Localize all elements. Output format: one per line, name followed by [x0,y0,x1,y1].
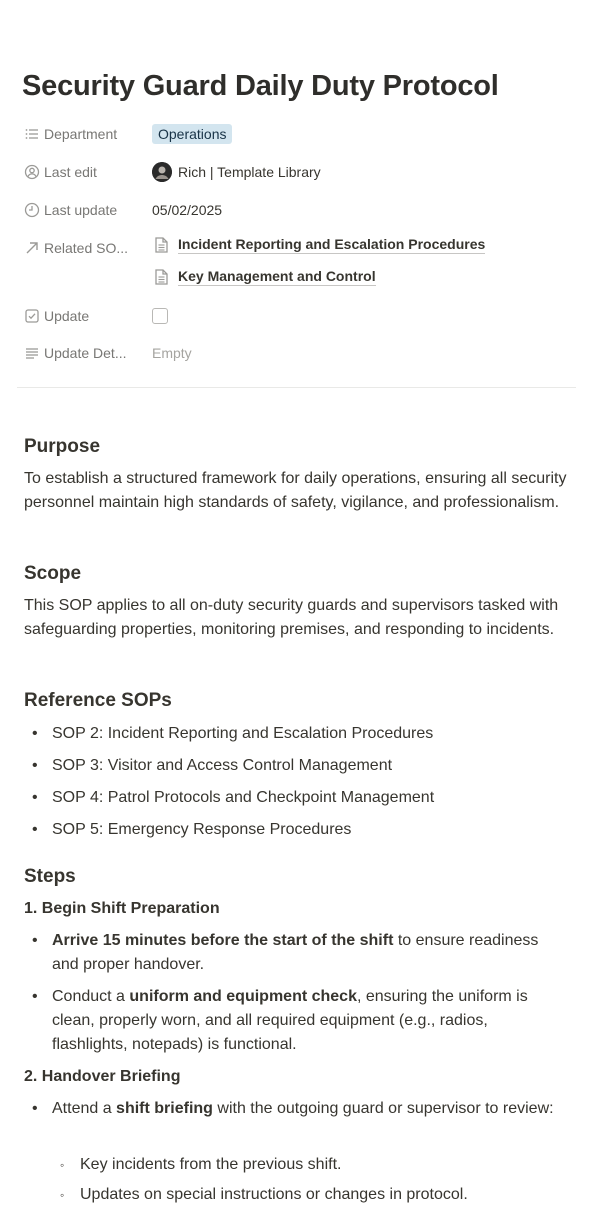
update-details-label: Update Det... [44,345,127,361]
last-edit-user[interactable]: Rich | Template Library [178,164,321,180]
property-update[interactable] [24,304,168,328]
property-department[interactable] [24,122,232,146]
step-title: 2. Handover Briefing [24,1068,181,1085]
update-checkbox[interactable] [152,308,168,324]
list-item: • Attend a shift briefing with the outgoing guard or supervisor to review: [32,1100,554,1117]
list-item: ◦ Key incidents from the previous shift. [60,1156,342,1173]
department-tag[interactable]: Operations [152,124,232,144]
purpose-text: To establish a structured framework for daily operations, ensuring all security personnel maintain high standards of safety, vigilance, and professionalism. [24,470,567,511]
section-heading-reference: Reference SOPs [24,690,172,711]
divider [17,387,576,388]
text-lines-icon [24,345,40,361]
property-last-edit[interactable] [24,160,321,184]
list-item: • Arrive 15 minutes before the start of the shift to ensure readiness and proper handover. [32,932,539,973]
clock-icon [24,202,40,218]
list-item: ◦ Updates on special instructions or changes in protocol. [60,1186,468,1203]
list-item: • Conduct a uniform and equipment check, ensuring the uniform is clean, properly worn, and all required equipment (e.g., radios, flashlights, notepads) is functional. [32,988,528,1053]
section-heading-steps: Steps [24,866,76,887]
last-update-value: 05/02/2025 [152,202,223,218]
list-item: • SOP 2: Incident Reporting and Escalation Procedures [32,725,434,742]
relation-link[interactable]: Incident Reporting and Escalation Procedures [178,236,486,252]
arrow-up-right-icon [24,240,40,256]
property-related-sops[interactable] [24,236,152,260]
relation-item[interactable] [152,236,485,254]
list-icon [24,126,40,142]
list-item: • SOP 4: Patrol Protocols and Checkpoint Management [32,789,435,806]
page-title: Security Guard Daily Duty Protocol [22,70,499,102]
section-heading-scope: Scope [24,563,82,584]
update-details-value[interactable]: Empty [152,345,192,361]
avatar [152,162,172,182]
property-update-details[interactable] [24,341,192,365]
step-title: 1. Begin Shift Preparation [24,900,220,917]
list-item: • SOP 3: Visitor and Access Control Management [32,757,393,774]
list-item: • SOP 5: Emergency Response Procedures [32,821,352,838]
section-heading-purpose: Purpose [24,436,101,457]
checkbox-icon [24,308,40,324]
relation-item[interactable] [152,268,376,286]
last-update-label: Last update [44,202,118,218]
page-icon [152,236,170,254]
relation-link[interactable]: Key Management and Control [178,268,376,284]
property-last-update[interactable] [24,198,222,222]
update-label: Update [44,308,90,324]
page-icon [152,268,170,286]
department-label: Department [44,126,118,142]
last-edit-label: Last edit [44,164,97,180]
person-circle-icon [24,164,40,180]
related-label: Related SO... [44,240,129,256]
scope-text: This SOP applies to all on-duty security guards and supervisors tasked with safeguarding properties, monitoring premises, and responding to incidents. [24,597,559,638]
